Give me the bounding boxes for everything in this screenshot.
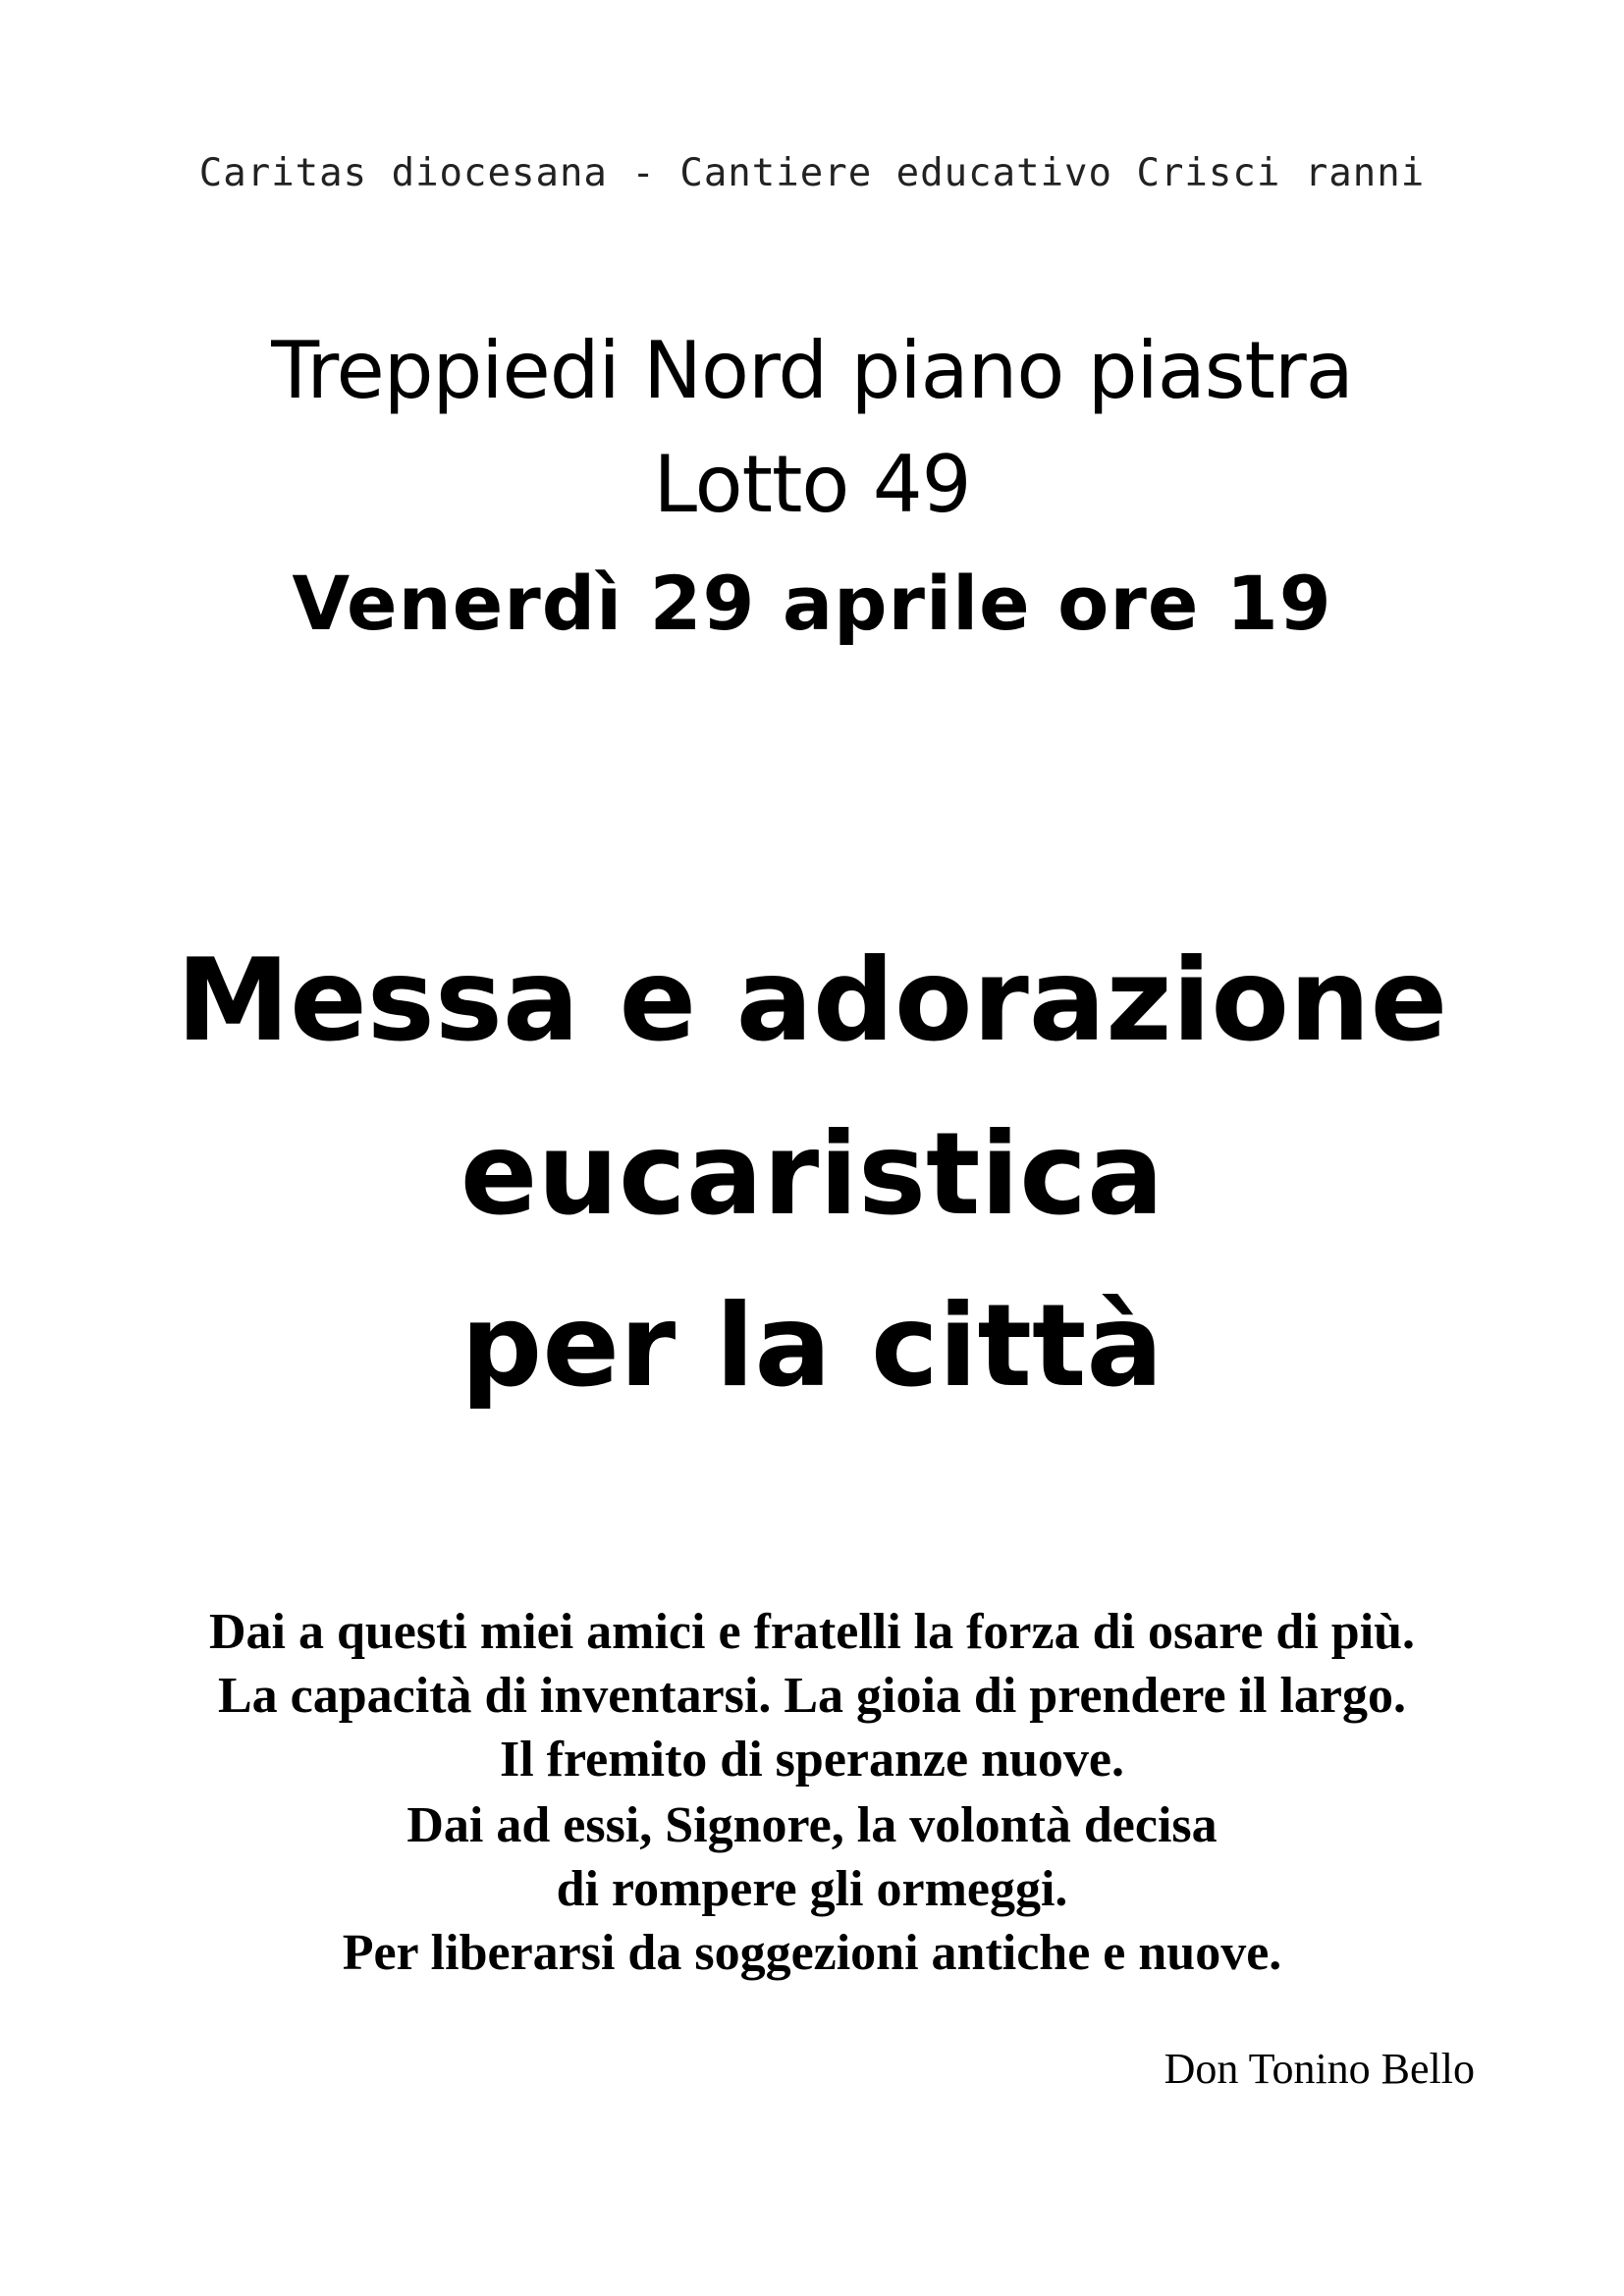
event-lot: Lotto 49 — [653, 439, 971, 530]
title-line-3: per la città — [460, 1280, 1164, 1413]
title-line-2: eucaristica — [460, 1108, 1164, 1241]
prayer-line-5: di rompere gli ormeggi. — [556, 1861, 1068, 1917]
prayer-line-2: La capacità di inventarsi. La gioia di prendere il largo. — [218, 1668, 1406, 1724]
title-line-1: Messa e adorazione — [176, 934, 1448, 1067]
prayer-line-3: Il fremito di speranze nuove. — [500, 1732, 1124, 1788]
prayer-line-1: Dai a questi miei amici e fratelli la forza di osare di più. — [208, 1604, 1416, 1660]
event-location: Treppiedi Nord piano piastra — [271, 325, 1353, 416]
organization-header: Caritas diocesana - Cantiere educativo Crisci ranni — [198, 151, 1426, 195]
prayer-line-4: Dai ad essi, Signore, la volontà decisa — [406, 1797, 1218, 1853]
prayer-author: Don Tonino Bello — [1164, 2045, 1475, 2093]
event-datetime: Venerdì 29 aprile ore 19 — [292, 560, 1332, 647]
prayer-line-6: Per liberarsi da soggezioni antiche e nuove. — [342, 1925, 1282, 1981]
